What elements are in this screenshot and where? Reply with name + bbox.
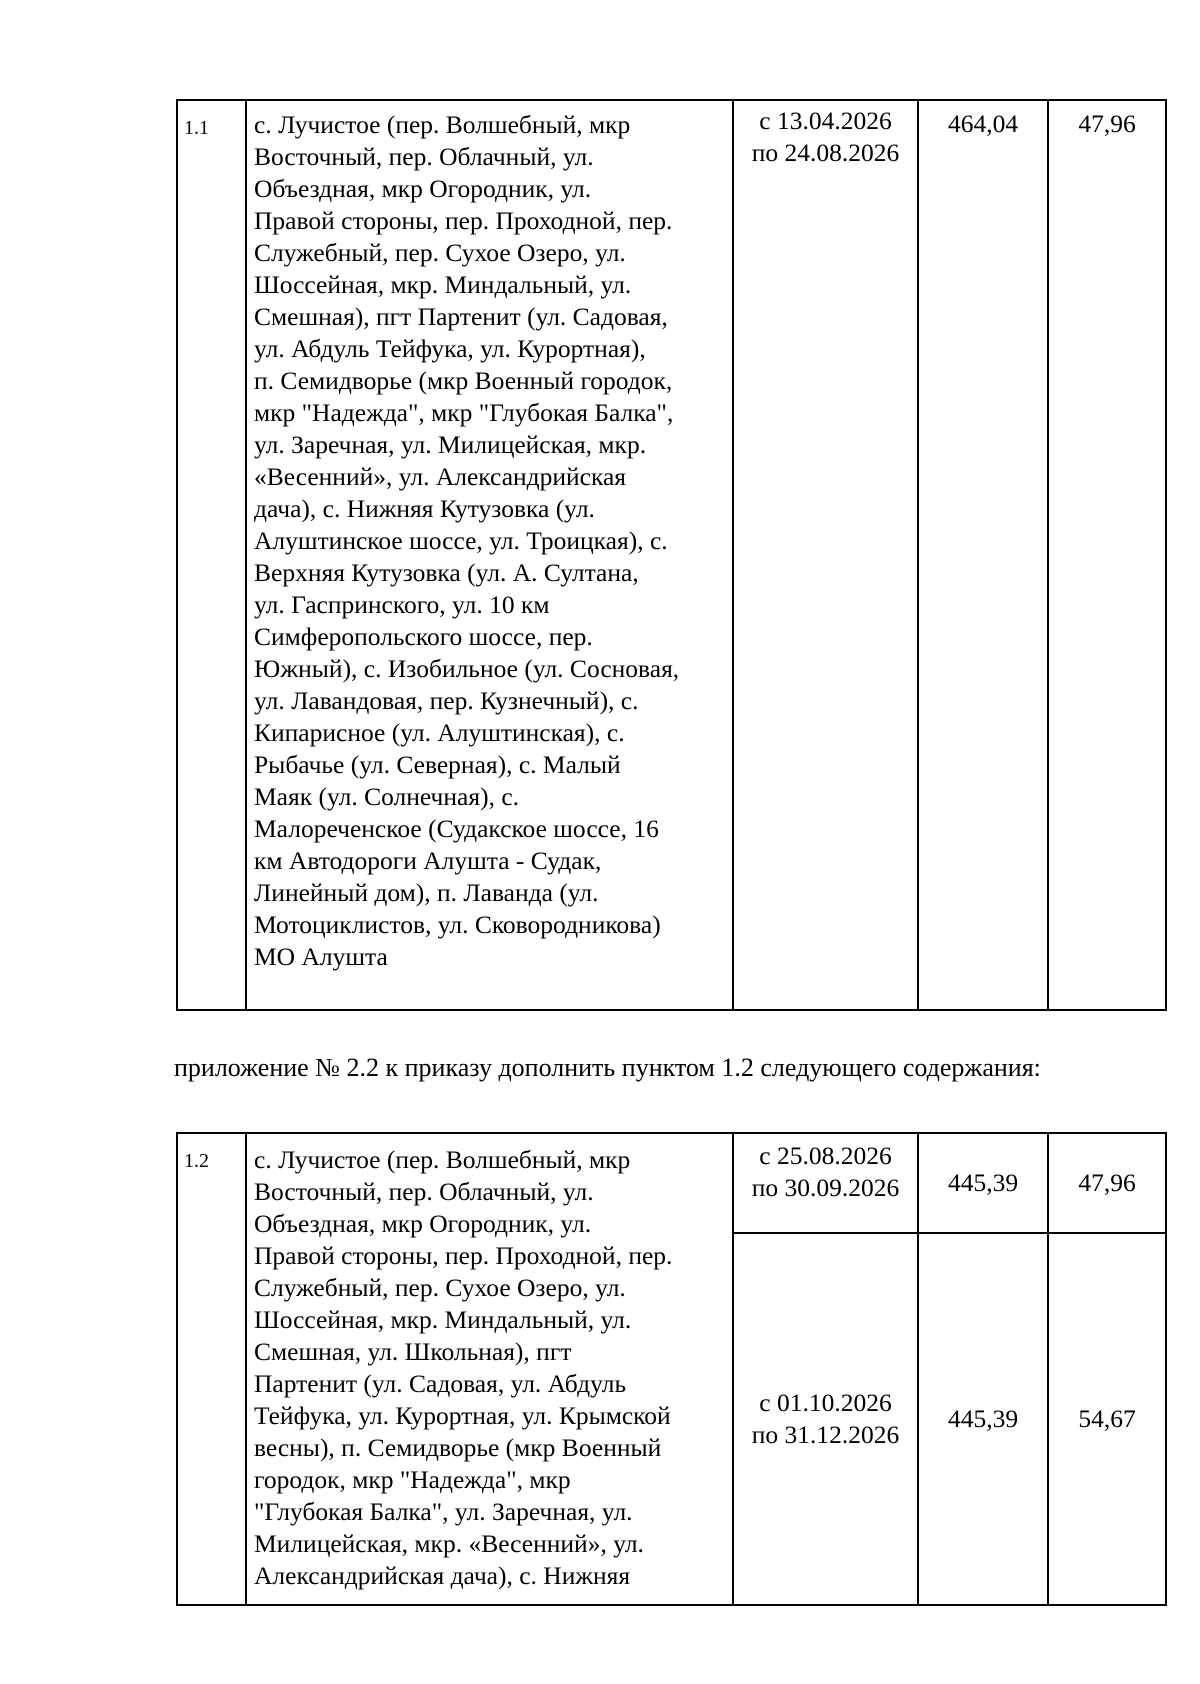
table-row [177, 1133, 1166, 1233]
value-2-cell [1048, 1133, 1166, 1233]
row-number: 1.2 [184, 1150, 209, 1172]
settlements-description: с. Лучистое (пер. Волшебный, мкр Восточный, пер. Облачный, ул. Объездная, мкр Огородник, ул. Правой стороны, пер. Проходной, пер. Служебный, пер. Сухое Озеро, ул. Шоссейная, мкр. Миндальный, ул. Смешная), пгт Партенит (ул. Садовая, ул. Абдуль Тейфука, ул. Курортная), п. Семидворье (мкр Военный городок, мкр "Надежда", мкр "Глубокая Балка", ул. Заречная, ул. Милицейская, мкр. «Весенний», ул. Александрийская дача), с. Нижняя Кутузовка (ул. Алуштинское шоссе, ул. Троицкая), с. Верхняя Кутузовка (ул. А. Султана, ул. Гаспринского, ул. 10 км Симферопольского шоссе, пер. Южный), с. Изобильное (ул. Сосновая, ул. Лавандовая, пер. Кузнечный), с. Кипарисное (ул. Алуштинская), с. Рыбачье (ул. Северная), с. Малый Маяк (ул. Солнечная), с. Малореченское (Судакское шоссе, 16 км Автодороги Алушта - Судак, Линейный дом), п. Лаванда (ул. Мотоциклистов, ул. Сковородникова) МО Алушта [254, 110, 680, 971]
value-2: 47,96 [1078, 1168, 1136, 1197]
settlements-description: с. Лучистое (пер. Волшебный, мкр Восточный, пер. Облачный, ул. Объездная, мкр Огородник, ул. Правой стороны, пер. Проходной, пер. Служебный, пер. Сухое Озеро, ул. Шоссейная, мкр. Миндальный, ул. Смешная, ул. Школьная), пгт Партенит (ул. Садовая, ул. Абдуль Тейфука, ул. Курортная, ул. Крымской весны), п. Семидворье (мкр Военный городок, мкр "Надежда", мкр "Глубокая Балка", ул. Заречная, ул. Милицейская, мкр. «Весенний», ул. Александрийская дача), с. Нижняя [254, 1145, 673, 1590]
table-row [177, 100, 1166, 1010]
period-start: с 01.10.2026 [759, 1388, 892, 1417]
row-number: 1.1 [184, 117, 209, 139]
value-1-cell [918, 1133, 1048, 1233]
value-2-cell [1048, 1233, 1166, 1605]
period-end: по 24.08.2026 [751, 138, 900, 167]
value-1: 445,39 [947, 1168, 1019, 1197]
value-1-cell [918, 1233, 1048, 1605]
settlements-description-cell [246, 100, 733, 1010]
value-2: 47,96 [1078, 109, 1136, 138]
validity-period-cell [733, 100, 918, 1010]
row-number-cell [177, 100, 246, 1010]
value-1: 445,39 [947, 1404, 1019, 1433]
validity-period-cell [733, 1133, 918, 1233]
period-start: с 25.08.2026 [759, 1141, 892, 1170]
value-2-cell [1048, 100, 1166, 1010]
validity-period-cell [733, 1233, 918, 1605]
tariff-table-item-1-2 [176, 1132, 1167, 1606]
period-start: с 13.04.2026 [759, 106, 892, 135]
amendment-instruction-text: приложение № 2.2 к приказу дополнить пунктом 1.2 следующего содержания: [174, 1053, 1041, 1082]
period-end: по 30.09.2026 [751, 1173, 900, 1202]
row-number-cell [177, 1133, 246, 1605]
value-1: 464,04 [947, 109, 1019, 138]
tariff-table-item-1-1 [176, 99, 1167, 1011]
value-2: 54,67 [1078, 1404, 1136, 1433]
settlements-description-cell [246, 1133, 733, 1605]
value-1-cell [918, 100, 1048, 1010]
period-end: по 31.12.2026 [751, 1420, 900, 1449]
